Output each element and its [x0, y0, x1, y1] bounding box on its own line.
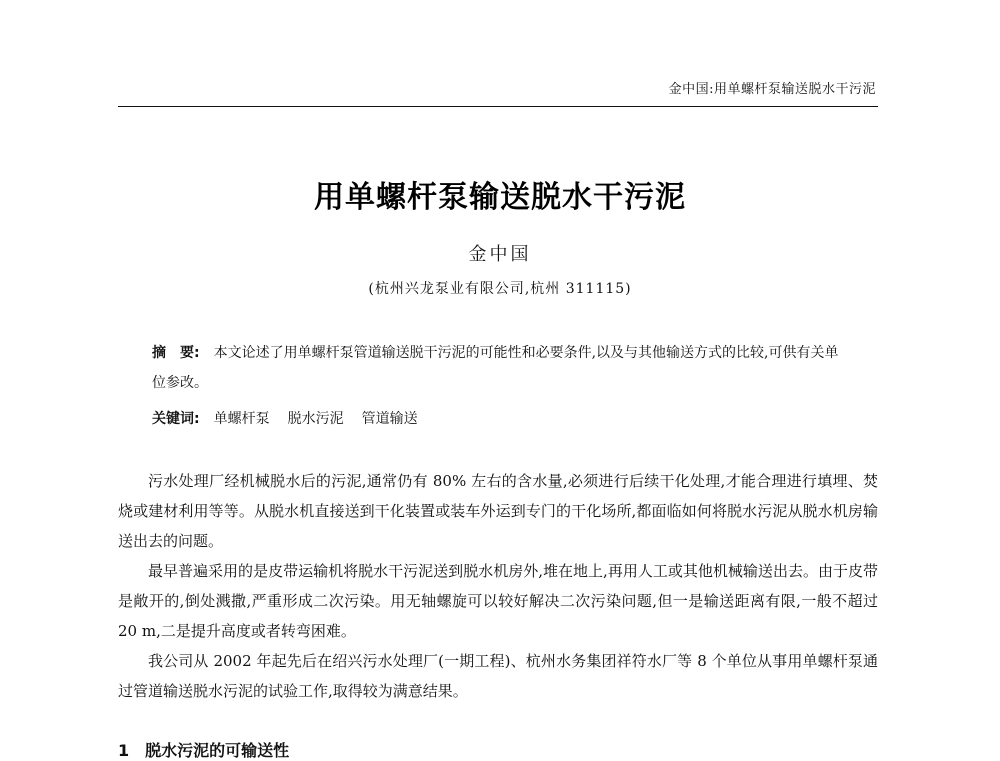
paper-title: 用单螺杆泵输送脱水干污泥	[314, 180, 686, 215]
keyword-item: 管道输送	[361, 411, 418, 427]
keyword-item: 单螺杆泵	[213, 411, 270, 427]
keywords	[152, 406, 852, 432]
author-name: 金中国	[468, 244, 532, 265]
author-affiliation: (杭州兴龙泵业有限公司,杭州 311115)	[368, 281, 632, 297]
body-paragraph: 最早普遍采用的是皮带运输机将脱水干污泥送到脱水机房外,堆在地上,再用人工或其他机械输送出去。由于皮带是敞开的,倒处溅撒,严重形成二次污染。用无轴螺旋可以较好解决二次污染问题,但一是输送距离有限,一般不超过 20 m,二是提升高度或者转弯困难。	[118, 562, 878, 640]
abstract	[152, 338, 852, 398]
header-rule	[118, 106, 878, 107]
abstract-label: 摘 要:	[152, 345, 200, 361]
keyword-item: 脱水污泥	[287, 411, 344, 427]
abstract-text: 本文论述了用单螺杆泵管道输送脱干污泥的可能性和必要条件,以及与其他输送方式的比较,可供有关单位参改。	[152, 345, 839, 391]
section-heading: 1 脱水污泥的可输送性	[118, 741, 290, 760]
body-paragraph: 我公司从 2002 年起先后在绍兴污水处理厂(一期工程)、杭州水务集团祥符水厂等 8 个单位从事用单螺杆泵通过管道输送脱水污泥的试验工作,取得较为满意结果。	[118, 652, 878, 700]
running-head: 金中国:用单螺杆泵输送脱水干污泥	[668, 82, 876, 97]
body-paragraph: 污水处理厂经机械脱水后的污泥,通常仍有 80% 左右的含水量,必须进行后续干化处理,才能合理进行填埋、焚烧或建材利用等等。从脱水机直接送到干化装置或装车外运到专门的干化场所,都面临如何将脱水污泥从脱水机房输送出去的问题。	[118, 472, 878, 550]
body-text	[118, 466, 878, 706]
keywords-label: 关键词:	[152, 411, 200, 427]
